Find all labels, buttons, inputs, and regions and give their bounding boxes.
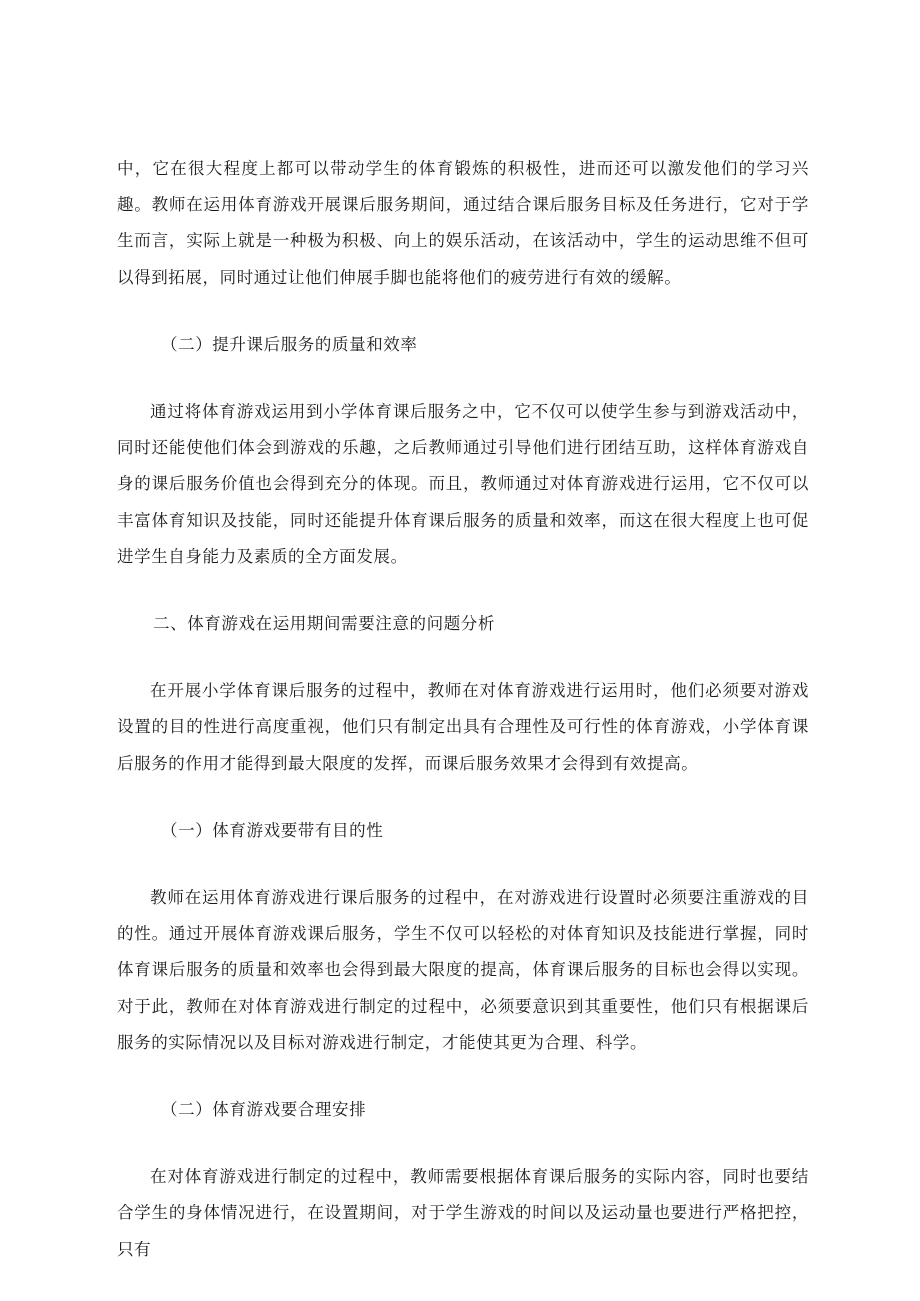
body-paragraph-5: 在对体育游戏进行制定的过程中，教师需要根据体育课后服务的实际内容，同时也要结合学生的身体情况进行，在设置期间，对于学生游戏的时间以及运动量也要进行严格把控，只有 <box>117 1167 809 1259</box>
body-paragraph-3: 在开展小学体育课后服务的过程中，教师在对体育游戏进行运用时，他们必须要对游戏设置的目的性进行高度重视，他们只有制定出具有合理性及可行性的体育游戏，小学体育课后服务的作用才能得到最大限度的发挥，而课后服务效果才会得到有效提高。 <box>117 681 809 773</box>
body-paragraph-2: 通过将体育游戏运用到小学体育课后服务之中，它不仅可以使学生参与到游戏活动中，同时还能使他们体会到游戏的乐趣，之后教师通过引导他们进行团结互助，这样体育游戏自身的课后服务价值也会得到充分的体现。而且，教师通过对体育游戏进行运用，它不仅可以丰富体育知识及技能，同时还能提升体育课后服务的质量和效率，而这在很大程度上也可促进学生自身能力及素质的全方面发展。 <box>117 402 809 566</box>
document-body <box>117 151 809 1299</box>
section-subheading-purposeful: （一）体育游戏要带有目的性 <box>161 820 384 840</box>
body-paragraph-1: 中，它在很大程度上都可以带动学生的体育锻炼的积极性，进而还可以激发他们的学习兴趣。教师在运用体育游戏开展课后服务期间，通过结合课后服务目标及任务进行，它对于学生而言，实际上就是一种极为积极、向上的娱乐活动，在该活动中，学生的运动思维不但可以得到拓展，同时通过让他们伸展手脚也能将他们的疲劳进行有效的缓解。 <box>117 159 809 287</box>
section-subheading-improve-quality: （二）提升课后服务的质量和效率 <box>161 334 418 354</box>
body-paragraph-4: 教师在运用体育游戏进行课后服务的过程中，在对游戏进行设置时必须要注重游戏的目的性。通过开展体育游戏课后服务，学生不仅可以轻松的对体育知识及技能进行掌握，同时体育课后服务的质量和效率也会得到最大限度的提高，体育课后服务的目标也会得以实现。对于此，教师在对体育游戏进行制定的过程中，必须要意识到其重要性，他们只有根据课后服务的实际情况以及目标对游戏进行制定，才能使其更为合理、科学。 <box>117 888 809 1052</box>
section-subheading-reasonable-arrangement: （二）体育游戏要合理安排 <box>161 1100 367 1120</box>
section-heading-issues-analysis: 二、体育游戏在运用期间需要注意的问题分析 <box>153 614 495 634</box>
